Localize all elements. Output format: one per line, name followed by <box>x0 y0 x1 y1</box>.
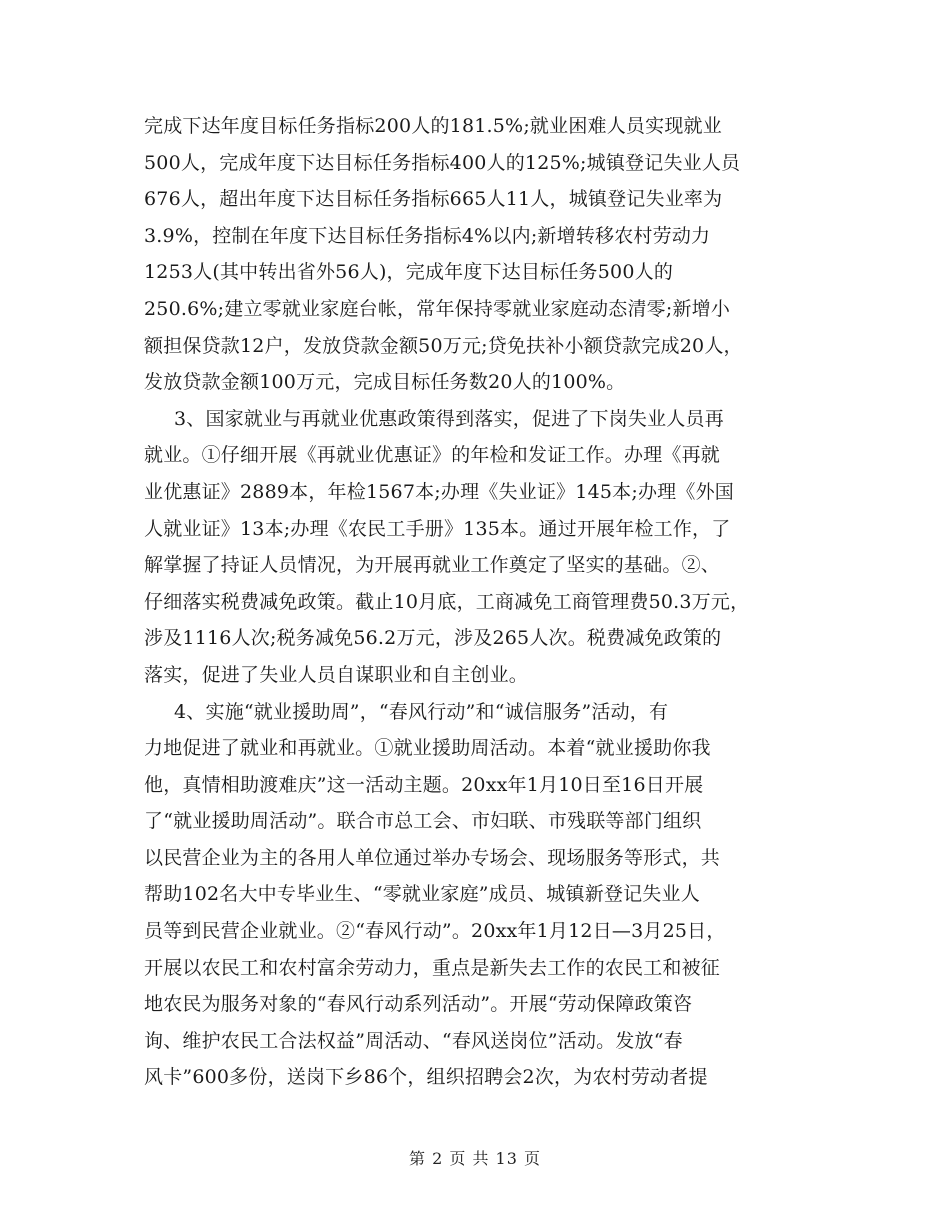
text-line: 完成下达年度目标任务指标200人的181.5%;就业困难人员实现就业 <box>144 115 722 137</box>
text-line: 地农民为服务对象的“春风行动系列活动”。开展“劳动保障政策咨 <box>144 993 693 1016</box>
text-line: 人就业证》13本;办理《农民工手册》135本。通过开展年检工作，了 <box>144 517 731 540</box>
text-line: 额担保贷款12户，发放贷款金额50万元;贷免扶补小额贷款完成20人， <box>144 334 743 357</box>
text-line: 他，真情相助渡难庆”这一活动主题。20xx年1月10日至16日开展 <box>144 773 704 796</box>
paragraph-start-line: 3、国家就业与再就业优惠政策得到落实，促进了下岗失业人员再 <box>174 407 724 430</box>
text-line: 落实，促进了失业人员自谋职业和自主创业。 <box>144 663 529 686</box>
text-line: 1253人(其中转出省外56人)，完成年度下达目标任务500人的 <box>144 261 674 284</box>
text-line: 询、维护农民工合法权益”周活动、“春风送岗位”活动。发放“春 <box>144 1029 683 1052</box>
text-line: 500人，完成年度下达目标任务指标400人的125%;城镇登记失业人员 <box>144 151 741 174</box>
body-text <box>144 108 814 1096</box>
text-line: 风卡”600多份，送岗下乡86个，组织招聘会2次，为农村劳动者提 <box>144 1066 708 1089</box>
text-line: 开展以农民工和农村富余劳动力，重点是新失去工作的农民工和被征 <box>144 956 721 979</box>
text-line: 员等到民营企业就业。②“春风行动”。20xx年1月12日—3月25日， <box>144 920 726 943</box>
text-line: 676人，超出年度下达目标任务指标665人11人，城镇登记失业率为 <box>144 188 723 211</box>
text-line: 了“就业援助周活动”。联合市总工会、市妇联、市残联等部门组织 <box>144 810 702 833</box>
text-line: 以民营企业为主的各用人单位通过举办专场会、现场服务等形式，共 <box>144 846 721 869</box>
text-line: 3.9%，控制在年度下达目标任务指标4%以内;新增转移农村劳动力 <box>144 224 711 247</box>
paragraph-start-line: 4、实施“就业援助周”，“春风行动”和“诚信服务”活动，有 <box>174 700 669 723</box>
page-number-footer: 第 2 页 共 13 页 <box>409 1149 541 1168</box>
text-line: 发放贷款金额100万元，完成目标任务数20人的100%。 <box>144 371 626 394</box>
text-line: 涉及1116人次;税务减免56.2万元，涉及265人次。税费减免政策的 <box>144 627 722 650</box>
text-line: 250.6%;建立零就业家庭台帐，常年保持零就业家庭动态清零;新增小 <box>144 297 731 320</box>
text-line: 解掌握了持证人员情况，为开展再就业工作奠定了坚实的基础。②、 <box>144 554 721 577</box>
text-line: 力地促进了就业和再就业。①就业援助周活动。本着“就业援助你我 <box>144 737 711 760</box>
text-line: 就业。①仔细开展《再就业优惠证》的年检和发证工作。办理《再就 <box>144 444 721 467</box>
text-line: 仔细落实税费减免政策。截止10月底，工商减免工商管理费50.3万元， <box>144 590 750 613</box>
text-line: 帮助102名大中专毕业生、“零就业家庭”成员、城镇新登记失业人 <box>144 883 700 906</box>
text-line: 业优惠证》2889本，年检1567本;办理《失业证》145本;办理《外国 <box>144 480 734 503</box>
